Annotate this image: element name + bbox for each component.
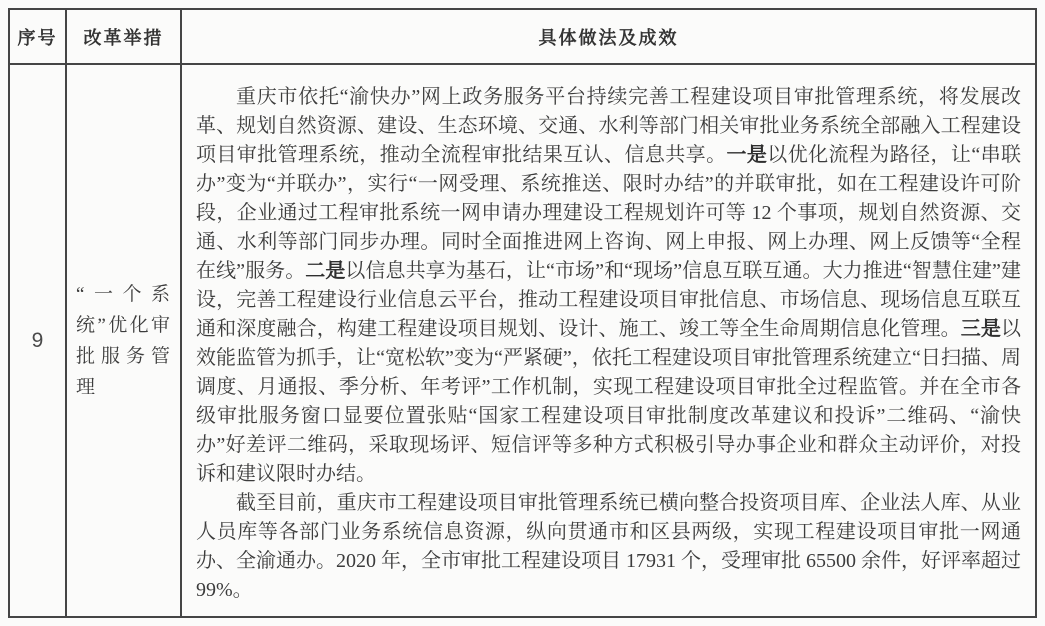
header-details-and-results: 具体做法及成效 bbox=[181, 9, 1036, 64]
details-content bbox=[182, 65, 1035, 605]
reform-measure-text: “一个系统”优化审批服务管理 bbox=[76, 283, 171, 398]
header-serial-number: 序号 bbox=[9, 9, 66, 64]
details-paragraph-1 bbox=[196, 83, 1021, 489]
details-cell bbox=[181, 64, 1036, 617]
table-row bbox=[9, 64, 1036, 617]
reform-measures-table bbox=[8, 8, 1037, 618]
header-reform-measure: 改革举措 bbox=[66, 9, 181, 64]
details-emphasis-second: 二是 bbox=[305, 260, 346, 282]
details-emphasis-first: 一是 bbox=[726, 144, 768, 166]
serial-number-cell: 9 bbox=[9, 64, 66, 617]
document-page bbox=[8, 8, 1037, 618]
details-emphasis-third: 三是 bbox=[960, 318, 1001, 340]
details-segment: 以信息共享为基石，让“市场”和“现场”信息互联互通。大力推进“智慧住建”建设，完善工程建设行业信息云平台，推动工程建设项目审批信息、市场信息、现场信息互联互通和深度融合，构建工程建设项目规划、设计、施工、竣工等全生命周期信息化管理。 bbox=[196, 260, 1021, 340]
details-segment: 以效能监管为抓手，让“宽松软”变为“严紧硬”，依托工程建设项目审批管理系统建立“日扫描、周调度、月通报、季分析、年考评”工作机制，实现工程建设项目审批全过程监管。并在全市各级审批服务窗口显要位置张贴“国家工程建设项目审批制度改革建议和投诉”二维码、“渝快办”好差评二维码，采取现场评、短信评等多种方式积极引导办事企业和群众主动评价，对投诉和建议限时办结。 bbox=[196, 318, 1021, 485]
details-segment: 重庆市依托“渝快办”网上政务服务平台持续完善工程建设项目审批管理系统，将发展改革、规划自然资源、建设、生态环境、交通、水利等部门相关审批业务系统全部融入工程建设项目审批管理系统，推动全流程审批结果互认、信息共享。 bbox=[196, 86, 1021, 166]
details-segment: 以优化流程为路径，让“串联办”变为“并联办”，实行“一网受理、系统推送、限时办结”的并联审批，如在工程建设许可阶段，企业通过工程审批系统一网申请办理建设工程规划许可等 12 个事项，规划自然资源、交通、水利等部门同步办理。同时全面推进网上咨询、网上申报、网上办理、网上反馈等“全程在线”服务。 bbox=[196, 144, 1022, 282]
table-header-row bbox=[9, 9, 1036, 64]
reform-measure-cell bbox=[66, 64, 181, 617]
details-paragraph-2: 截至目前，重庆市工程建设项目审批管理系统已横向整合投资项目库、企业法人库、从业人员库等各部门业务系统信息资源，纵向贯通市和区县两级，实现工程建设项目审批一网通办、全渝通办。2020 年，全市审批工程建设项目 17931 个，受理审批 65500 余件，好评率超过 99%。 bbox=[196, 492, 1021, 601]
